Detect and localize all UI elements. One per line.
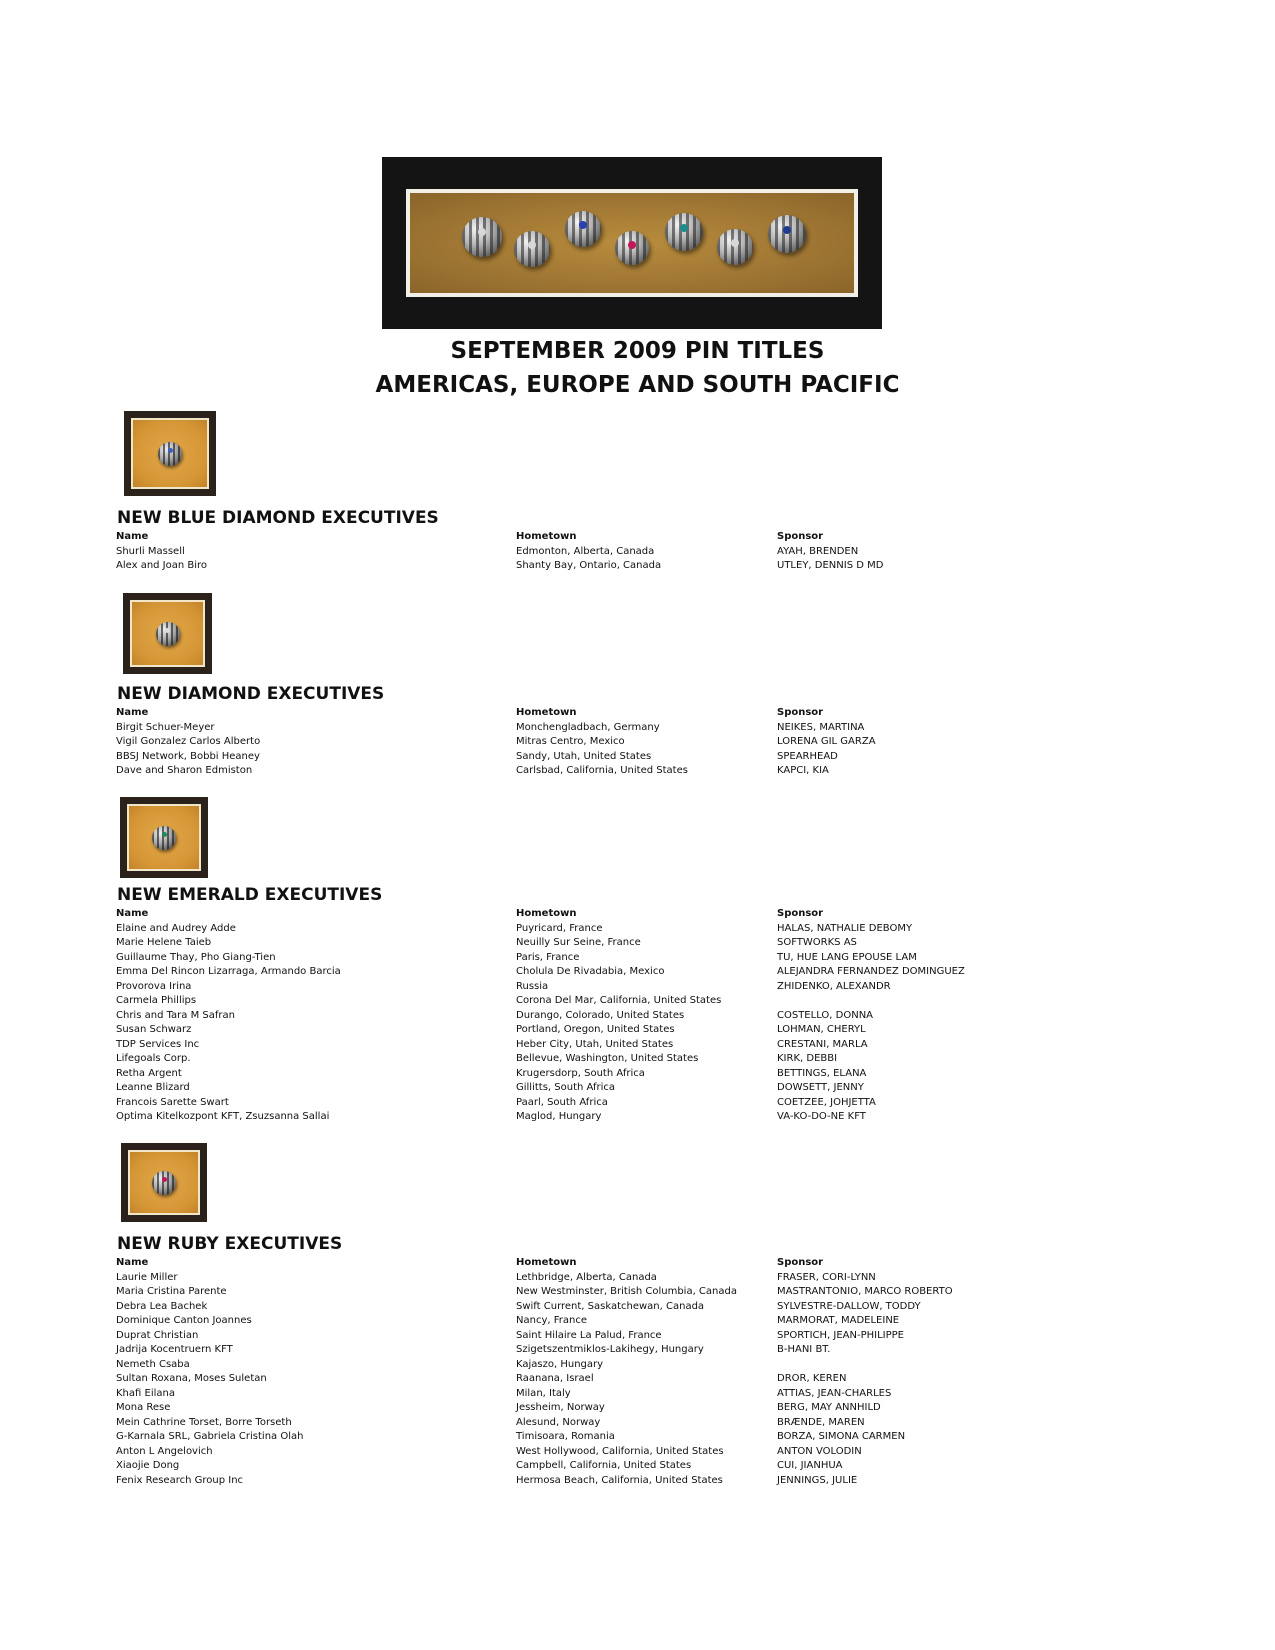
hero-pin <box>717 229 753 265</box>
column-header-sponsor: Sponsor <box>777 531 824 542</box>
sponsor-cell: ATTIAS, JEAN-CHARLES <box>777 1387 892 1399</box>
hero-pin <box>462 217 502 257</box>
name-cell: Duprat Christian <box>116 1329 199 1341</box>
table-row <box>116 1038 1016 1053</box>
page-title: SEPTEMBER 2009 PIN TITLES <box>450 338 825 364</box>
hometown-cell: Monchengladbach, Germany <box>516 721 660 733</box>
hometown-cell: Campbell, California, United States <box>516 1460 692 1471</box>
name-cell: Fenix Research Group Inc <box>116 1474 244 1486</box>
column-header-sponsor: Sponsor <box>777 1257 824 1268</box>
sponsor-cell: LORENA GIL GARZA <box>777 736 876 747</box>
hometown-cell: West Hollywood, California, United States <box>516 1445 724 1457</box>
name-cell: Debra Lea Bachek <box>116 1300 208 1312</box>
column-header-name: Name <box>116 707 149 718</box>
blue-diamond-table <box>116 530 1016 574</box>
section-heading-blue-diamond: NEW BLUE DIAMOND EXECUTIVES <box>117 508 439 528</box>
name-cell: Alex and Joan Biro <box>116 560 208 571</box>
hometown-cell: Sandy, Utah, United States <box>516 750 652 762</box>
hometown-cell: Hermosa Beach, California, United States <box>516 1474 723 1486</box>
name-cell: Shurli Massell <box>116 545 185 557</box>
sponsor-cell: HALAS, NATHALIE DEBOMY <box>777 922 913 934</box>
name-cell: Birgit Schuer-Meyer <box>116 721 215 733</box>
table-row <box>116 721 1016 736</box>
sponsor-cell: CUI, JIANHUA <box>777 1460 843 1471</box>
hometown-cell: Lethbridge, Alberta, Canada <box>516 1271 657 1283</box>
pin-display-image <box>382 157 882 329</box>
sponsor-cell: CRESTANI, MARLA <box>777 1038 868 1050</box>
hometown-cell: Durango, Colorado, United States <box>516 1009 685 1021</box>
name-cell: Dave and Sharon Edmiston <box>116 765 253 776</box>
column-header-name: Name <box>116 908 149 919</box>
hero-pin <box>768 215 806 253</box>
sponsor-cell: BRÆNDE, MAREN <box>777 1416 865 1428</box>
table-row <box>116 1052 1016 1067</box>
table-row <box>116 764 1016 779</box>
sponsor-cell: MARMORAT, MADELEINE <box>777 1315 900 1326</box>
name-cell: Anton L Angelovich <box>116 1445 213 1457</box>
table-row <box>116 559 1016 574</box>
table-row <box>116 1096 1016 1111</box>
table-row <box>116 1372 1016 1387</box>
name-cell: Emma Del Rincon Lizarraga, Armando Barcia <box>116 966 341 977</box>
table-row <box>116 735 1016 750</box>
sponsor-cell: COETZEE, JOHJETTA <box>777 1096 876 1108</box>
column-header-hometown: Hometown <box>516 531 577 542</box>
hometown-cell: Swift Current, Saskatchewan, Canada <box>516 1300 705 1312</box>
name-cell: Dominique Canton Joannes <box>116 1315 252 1326</box>
table-row <box>116 1329 1016 1344</box>
table-row <box>116 936 1016 951</box>
name-cell: Marie Helene Taieb <box>116 937 212 948</box>
diamond-table <box>116 706 1016 779</box>
name-cell: Chris and Tara M Safran <box>116 1009 235 1021</box>
name-cell: Retha Argent <box>116 1067 182 1079</box>
sponsor-cell: BETTINGS, ELANA <box>777 1067 867 1079</box>
name-cell: G-Karnala SRL, Gabriela Cristina Olah <box>116 1431 304 1442</box>
column-header-hometown: Hometown <box>516 1257 577 1268</box>
table-row <box>116 1416 1016 1431</box>
blue-diamond-pin-icon <box>124 411 216 496</box>
table-row <box>116 1387 1016 1402</box>
column-header-name: Name <box>116 531 149 542</box>
table-row <box>116 1300 1016 1315</box>
sponsor-cell: AYAH, BRENDEN <box>777 545 859 557</box>
sponsor-cell: B-HANI BT. <box>777 1344 831 1355</box>
page-subtitle: AMERICAS, EUROPE AND SOUTH PACIFIC <box>375 372 900 398</box>
name-cell: Maria Cristina Parente <box>116 1286 227 1297</box>
emerald-table <box>116 907 1016 1125</box>
hometown-cell: Maglod, Hungary <box>516 1111 602 1122</box>
name-cell: Mona Rese <box>116 1402 171 1413</box>
hero-pin <box>565 211 601 247</box>
hometown-cell: Kajaszo, Hungary <box>516 1358 604 1370</box>
hometown-cell: Milan, Italy <box>516 1387 571 1399</box>
hometown-cell: Szigetszentmiklos-Lakihegy, Hungary <box>516 1344 704 1355</box>
table-row <box>116 922 1016 937</box>
sponsor-cell: BORZA, SIMONA CARMEN <box>777 1431 906 1442</box>
section-heading-ruby: NEW RUBY EXECUTIVES <box>117 1234 343 1254</box>
hometown-cell: Jessheim, Norway <box>516 1402 605 1413</box>
section-heading-diamond: NEW DIAMOND EXECUTIVES <box>117 684 385 704</box>
hometown-cell: Gillitts, South Africa <box>516 1082 616 1093</box>
name-cell: Leanne Blizard <box>116 1082 190 1093</box>
name-cell: Optima Kitelkozpont KFT, Zsuzsanna Sallai <box>116 1111 330 1122</box>
ruby-pin-icon <box>121 1143 207 1222</box>
name-cell: Xiaojie Dong <box>116 1460 180 1471</box>
hometown-cell: Corona Del Mar, California, United States <box>516 995 722 1006</box>
hometown-cell: Edmonton, Alberta, Canada <box>516 545 655 557</box>
sponsor-cell: COSTELLO, DONNA <box>777 1009 874 1021</box>
sponsor-cell: SPORTICH, JEAN-PHILIPPE <box>777 1329 904 1341</box>
table-row <box>116 1009 1016 1024</box>
sponsor-cell: LOHMAN, CHERYL <box>777 1024 866 1035</box>
diamond-pin-icon <box>123 593 212 674</box>
table-row <box>116 1314 1016 1329</box>
name-cell: Mein Cathrine Torset, Borre Torseth <box>116 1416 292 1428</box>
sponsor-cell: MASTRANTONIO, MARCO ROBERTO <box>777 1286 953 1297</box>
table-row <box>116 1110 1016 1125</box>
sponsor-cell: KAPCI, KIA <box>777 765 829 776</box>
table-row <box>116 545 1016 560</box>
table-row <box>116 1271 1016 1286</box>
hometown-cell: Carlsbad, California, United States <box>516 765 688 776</box>
name-cell: Laurie Miller <box>116 1271 178 1283</box>
table-header-row <box>116 1256 1016 1271</box>
name-cell: BBSJ Network, Bobbi Heaney <box>116 750 260 762</box>
hometown-cell: New Westminster, British Columbia, Canada <box>516 1286 737 1297</box>
table-header-row <box>116 706 1016 721</box>
hometown-cell: Alesund, Norway <box>516 1416 601 1428</box>
table-row <box>116 750 1016 765</box>
pin-display-mat <box>406 189 858 297</box>
sponsor-cell: KIRK, DEBBI <box>777 1053 838 1064</box>
pin-display-icon <box>410 193 854 293</box>
name-cell: Elaine and Audrey Adde <box>116 922 236 934</box>
table-row <box>116 1474 1016 1489</box>
hometown-cell: Neuilly Sur Seine, France <box>516 937 641 948</box>
table-row <box>116 1343 1016 1358</box>
table-row <box>116 1285 1016 1300</box>
hometown-cell: Bellevue, Washington, United States <box>516 1053 699 1064</box>
sponsor-cell: FRASER, CORI-LYNN <box>777 1271 876 1283</box>
hometown-cell: Puyricard, France <box>516 922 603 934</box>
table-row <box>116 1430 1016 1445</box>
sponsor-cell: TU, HUE LANG EPOUSE LAM <box>777 951 917 963</box>
name-cell: TDP Services Inc <box>116 1038 200 1050</box>
hometown-cell: Shanty Bay, Ontario, Canada <box>516 560 662 571</box>
hometown-cell: Russia <box>516 980 549 992</box>
sponsor-cell: ANTON VOLODIN <box>777 1445 862 1457</box>
hometown-cell: Cholula De Rivadabia, Mexico <box>516 966 665 977</box>
name-cell: Provorova Irina <box>116 980 192 992</box>
column-header-sponsor: Sponsor <box>777 707 824 718</box>
sponsor-cell: ZHIDENKO, ALEXANDR <box>777 980 891 992</box>
column-header-name: Name <box>116 1257 149 1268</box>
emerald-pin-icon <box>120 797 208 878</box>
hometown-cell: Paarl, South Africa <box>516 1096 608 1108</box>
hero-pin <box>514 231 550 267</box>
table-row <box>116 1445 1016 1460</box>
name-cell: Jadrija Kocentruern KFT <box>116 1344 233 1355</box>
table-header-row <box>116 530 1016 545</box>
table-row <box>116 1401 1016 1416</box>
sponsor-cell: NEIKES, MARTINA <box>777 721 865 733</box>
table-header-row <box>116 907 1016 922</box>
hometown-cell: Heber City, Utah, United States <box>516 1038 674 1050</box>
sponsor-cell: SOFTWORKS AS <box>777 937 857 948</box>
column-header-sponsor: Sponsor <box>777 908 824 919</box>
hometown-cell: Mitras Centro, Mexico <box>516 736 625 747</box>
hometown-cell: Raanana, Israel <box>516 1373 594 1384</box>
hometown-cell: Nancy, France <box>516 1315 587 1326</box>
table-row <box>116 1081 1016 1096</box>
name-cell: Khafi Eilana <box>116 1387 175 1399</box>
sponsor-cell: ALEJANDRA FERNANDEZ DOMINGUEZ <box>777 966 965 977</box>
table-row <box>116 951 1016 966</box>
column-header-hometown: Hometown <box>516 707 577 718</box>
sponsor-cell: DROR, KEREN <box>777 1373 847 1384</box>
table-row <box>116 1067 1016 1082</box>
sponsor-cell: VA-KO-DO-NE KFT <box>777 1111 866 1122</box>
hero-pin <box>615 231 649 265</box>
name-cell: Sultan Roxana, Moses Suletan <box>116 1373 267 1384</box>
section-heading-emerald: NEW EMERALD EXECUTIVES <box>117 885 383 905</box>
sponsor-cell: BERG, MAY ANNHILD <box>777 1402 881 1413</box>
name-cell: Carmela Phillips <box>116 995 197 1006</box>
hero-pin <box>665 213 703 251</box>
name-cell: Guillaume Thay, Pho Giang-Tien <box>116 951 276 963</box>
hometown-cell: Paris, France <box>516 951 580 963</box>
name-cell: Lifegoals Corp. <box>116 1053 191 1064</box>
sponsor-cell: SPEARHEAD <box>777 750 838 762</box>
hometown-cell: Timisoara, Romania <box>516 1431 615 1442</box>
hometown-cell: Portland, Oregon, United States <box>516 1024 675 1035</box>
hometown-cell: Krugersdorp, South Africa <box>516 1067 645 1079</box>
name-cell: Nemeth Csaba <box>116 1358 190 1370</box>
ruby-table <box>116 1256 1016 1488</box>
name-cell: Vigil Gonzalez Carlos Alberto <box>116 736 261 747</box>
sponsor-cell: DOWSETT, JENNY <box>777 1082 864 1093</box>
table-row <box>116 1459 1016 1474</box>
sponsor-cell: UTLEY, DENNIS D MD <box>777 560 884 571</box>
table-row <box>116 1023 1016 1038</box>
name-cell: Francois Sarette Swart <box>116 1096 229 1108</box>
table-row <box>116 965 1016 980</box>
hometown-cell: Saint Hilaire La Palud, France <box>516 1329 662 1341</box>
sponsor-cell: SYLVESTRE-DALLOW, TODDY <box>777 1300 921 1312</box>
table-row <box>116 1358 1016 1373</box>
sponsor-cell: JENNINGS, JULIE <box>777 1474 858 1486</box>
table-row <box>116 994 1016 1009</box>
name-cell: Susan Schwarz <box>116 1024 192 1035</box>
column-header-hometown: Hometown <box>516 908 577 919</box>
table-row <box>116 980 1016 995</box>
